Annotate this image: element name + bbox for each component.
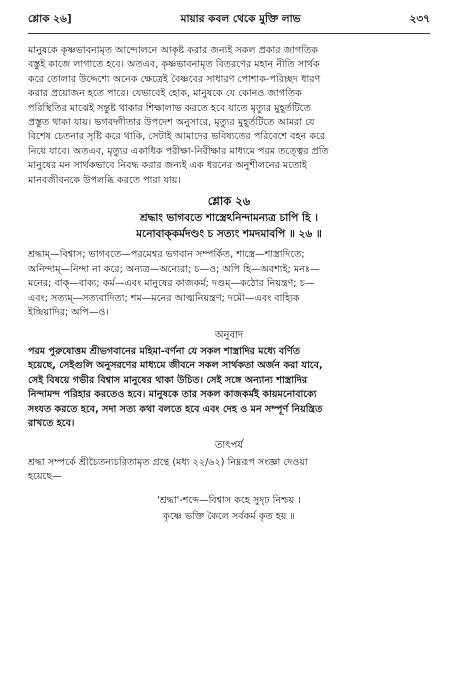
header-verse-ref: শ্লোক ২৬] — [28, 13, 72, 25]
synonym-line: শ্রদ্ধাম্—বিশ্বাস; ভাগবতে—পরমেশ্বর ভগবান সম্পর্কিত, শাস্ত্রে—শাস্ত্রাদিতে; — [28, 249, 305, 261]
purport-quote — [28, 493, 430, 525]
intro-line: বস্তুই কাজে লাগাতে হবে। অতএব, কৃষ্ণভাবনামৃত বিতরণের মহান নীতি সার্থক — [28, 59, 320, 71]
header-chapter-title: মায়ার কবল থেকে মুক্তি লাভ — [180, 13, 301, 25]
intro-line: মানবজীবনকে উপলব্ধি করতে পারা যায়। — [28, 174, 181, 186]
translation-line: সংযত করতে হবে, সদা সত্য কথা বলতে হবে এবং দেহ ও মন সম্পূর্ণ নিয়ন্ত্রিত — [28, 403, 323, 415]
synonym-line: অনিন্দাম্—নিন্দা না করে; অন্যত্র—অন্যেরা; চ—ও; অপি হি—অবশ্যই; মনঃ— — [28, 263, 320, 275]
verse-line-1: শ্রদ্ধাং ভাগবতে শাস্ত্রেঽনিন্দামন্যত্র চাপি হি । — [140, 212, 318, 225]
page-number: ২৩৭ — [409, 13, 430, 25]
intro-line: মানুষকে কৃষ্ণভাবনামৃত আন্দোলনে আকৃষ্ট করার জন্যই সকল প্রকার জাগতিক — [28, 45, 318, 56]
purport-line: শ্রদ্ধা সম্পর্কে শ্রীচৈতন্যচরিতামৃত গ্রন্থে (মধ্য ২২/৬২) নিম্নরূপ সংজ্ঞা দেওয়া — [28, 456, 308, 468]
translation-line: নিন্দামন্দ পরিহার করতেও হবে। মানুষকে তার সকল কাজকর্মই কায়মনোবাক্যে — [28, 389, 317, 401]
page-header — [28, 12, 430, 32]
intro-paragraph — [28, 44, 430, 188]
intro-line: প্রস্তুত থাকা যায়। ভগবদ্গীতার উপদেশ অনুসারে, মৃত্যুর মুহূর্তটিতে আমরা যে — [28, 117, 315, 129]
intro-line: নিয়ে যাবে। অতএব, মৃত্যুর একাধিক পরীক্ষা-নিরীক্ষার মাধ্যমে পরম তত্ত্বের প্রতি — [28, 145, 329, 157]
purport-heading: তাৎপর্য — [214, 440, 244, 452]
synonym-line: মনের; বাক্—বাক্য; কর্ম—এবং মানুষের কাজকর্ম; দণ্ডম্—কঠোর নিয়ন্ত্রণ; চ— — [28, 278, 315, 290]
quote-line-2: কৃষ্ণে ভক্তি কৈলে সর্বকর্ম কৃত হয় ॥ — [163, 510, 295, 522]
translation-line: রাখতে হবে। — [28, 417, 75, 429]
translation-line: পরম পুরুষোত্তম শ্রীভগবানের মহিমা-বর্ণনা যে সকল শাস্ত্রাদির মধ্যে বর্ণিত — [28, 345, 301, 357]
translation-line: সেই বিষয়ে গভীর বিশ্বাস মানুষের থাকা উচিত। সেই সঙ্গে অন্যান্য শাস্ত্রাদির — [28, 374, 308, 386]
verse-title: শ্লোক ২৬ — [207, 194, 251, 209]
word-for-word-synonyms — [28, 248, 430, 320]
purport-line: হয়েছে— — [28, 471, 62, 483]
purport-text — [28, 456, 430, 485]
translation-text — [28, 345, 430, 431]
book-page — [28, 12, 430, 525]
verse-line-2: মনোবাক্‌কর্মদণ্ডং চ সত্যং শমদমাবপি ॥ ২৬ ॥ — [136, 228, 322, 241]
intro-line: পরিস্থিতির মাঝেই সন্তুষ্ট থাকার শিক্ষালাভ করতে হবে যাতে মৃত্যুর মুহূর্তটিতে — [28, 102, 311, 114]
intro-line: বিশেষ চেতনার সৃষ্টি করে থাকি, সেটাই আমাদের ভবিষ্যতের পরিবেশে বহন করে — [28, 131, 326, 143]
intro-line: করার প্রয়োজন হতে পারে। যেভাবেই হোক, মানুষকে যে কোনও জাগতিক — [28, 88, 302, 100]
synonym-line: এবং; সত্যম্—সত্যবাদিতা; শম—মনের আত্মনিয়ন্ত্রণ; দমৌ—এবং বাহ্যিক — [28, 292, 300, 304]
intro-line: মানুষের মন সার্থকভাবে নিবদ্ধ করার জন্যই এক ধরনের অনুশীলনের মতোই — [28, 160, 308, 172]
synonym-line: ইন্দ্রিয়াদির; অপি—ও। — [28, 307, 109, 319]
intro-line: করে তোলার উদ্দেশ্যে অনেক ক্ষেত্রেই বৈষ্ণবের সাধারণ পোশাক-পরিচ্ছদ ধারণ — [28, 73, 321, 85]
translation-line: হয়েছে, সেইগুলি অনুসরণের মাধ্যমে জীবনে সকল সার্থকতা অর্জন করা যাবে, — [28, 360, 323, 372]
translation-heading: অনুবাদ — [214, 329, 244, 341]
header-rule — [28, 33, 430, 34]
quote-line-1: 'শ্রদ্ধা'-শব্দে—বিশ্বাস কহে সুদৃঢ় নিশ্চয় । — [157, 494, 301, 506]
